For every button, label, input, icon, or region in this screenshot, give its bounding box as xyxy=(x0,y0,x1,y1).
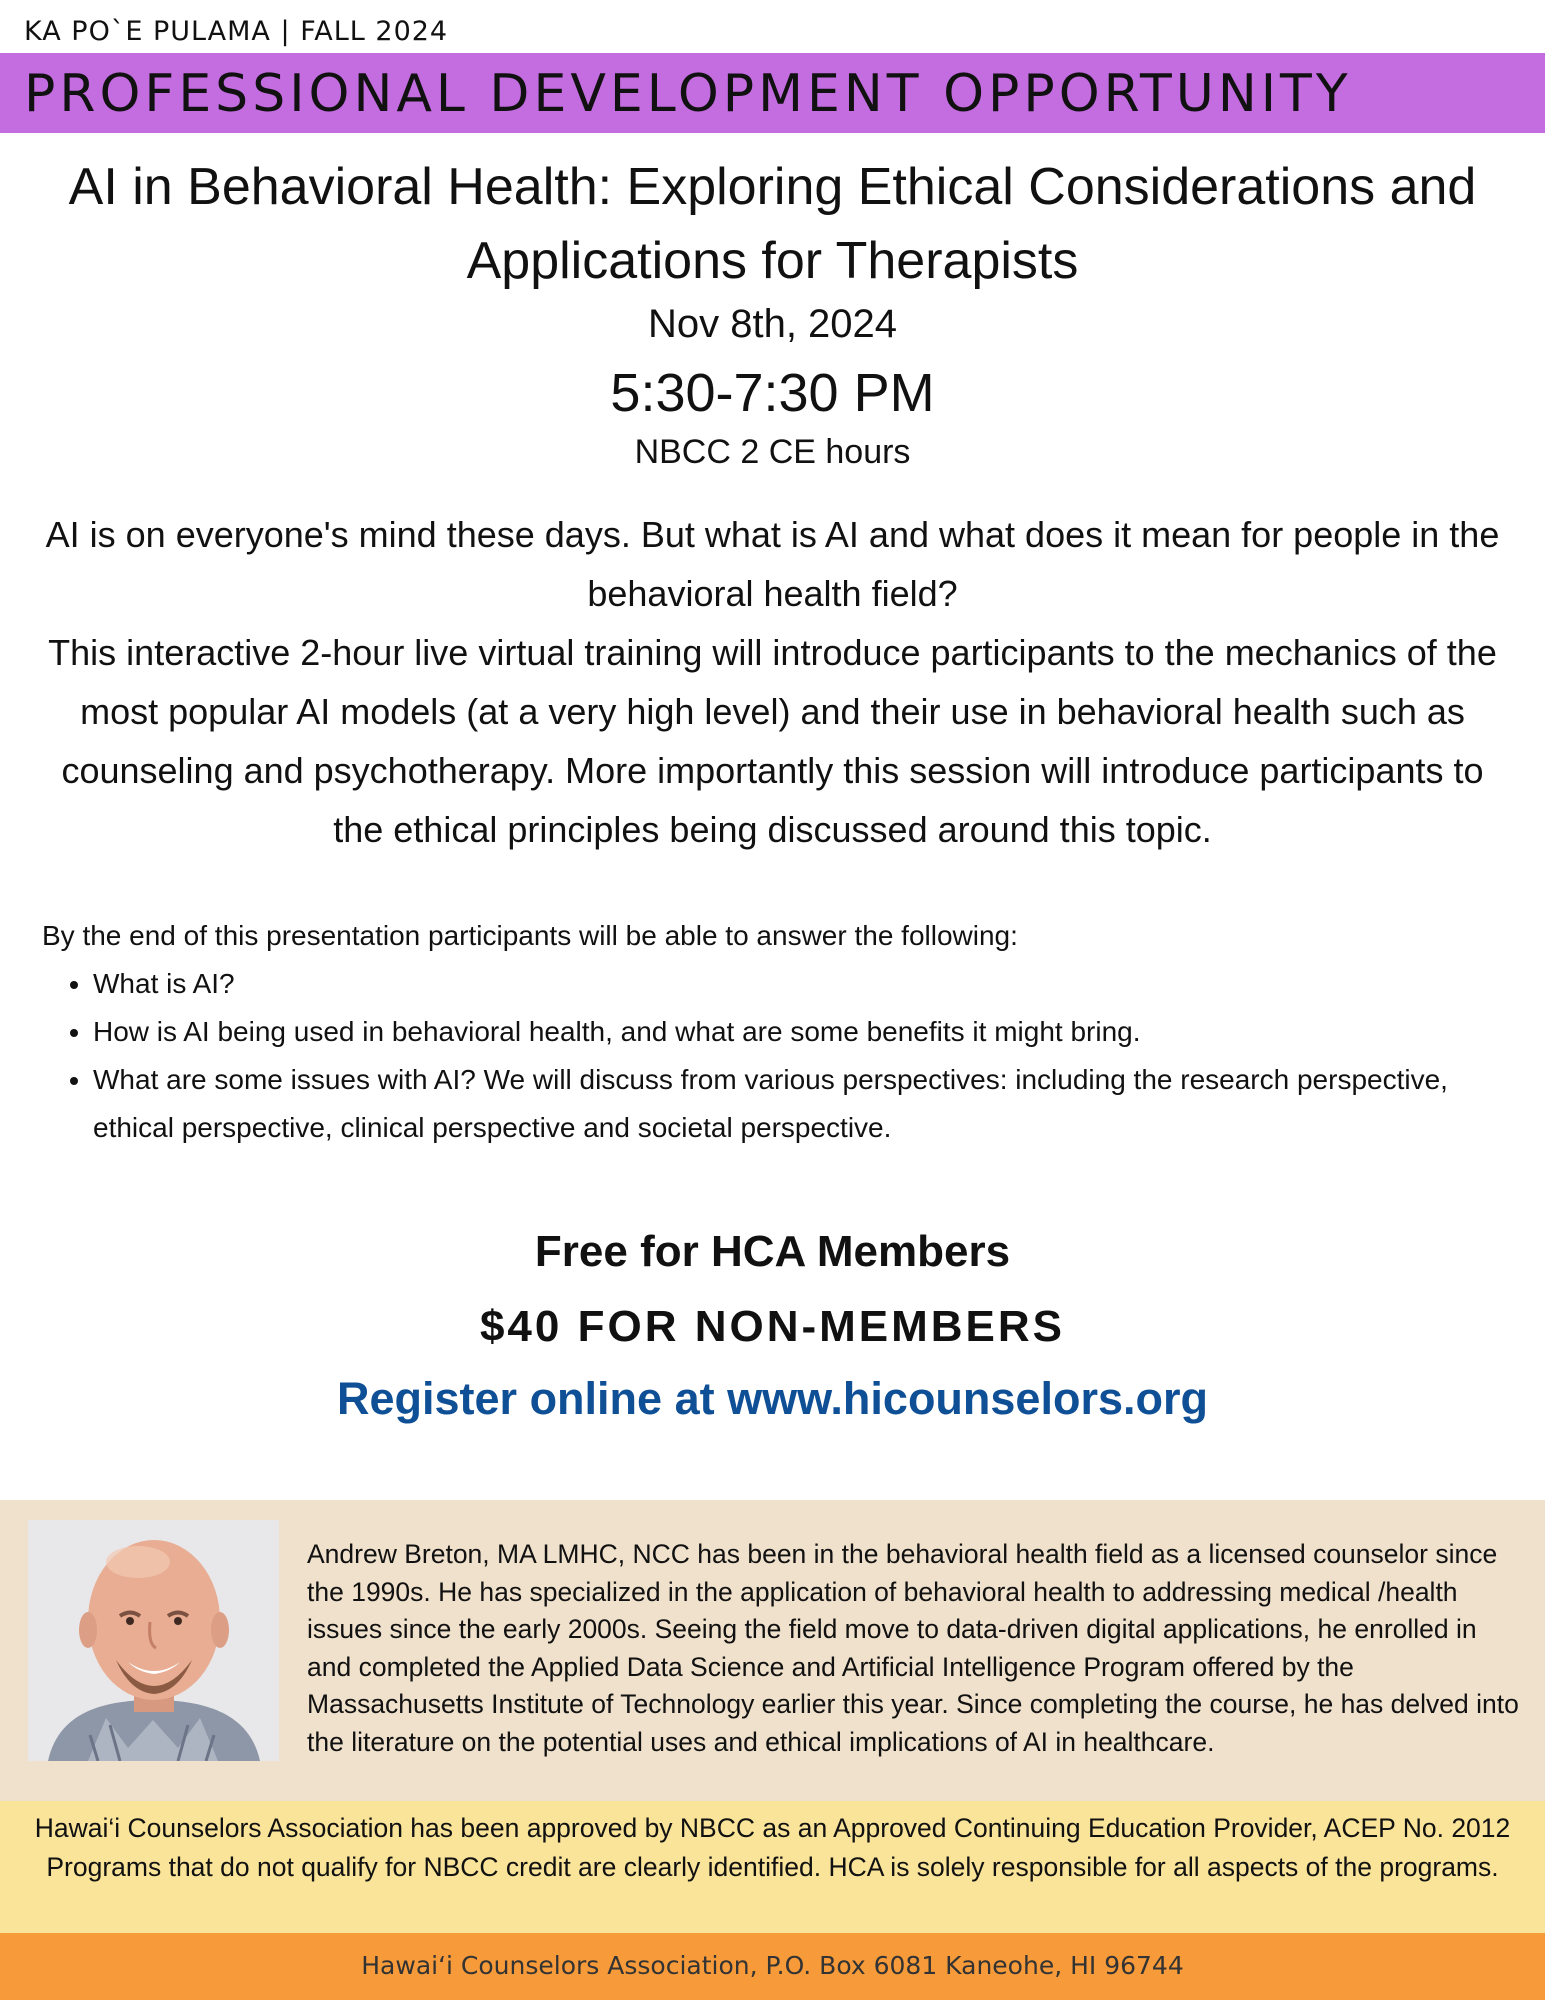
objectives-list xyxy=(42,960,1512,1152)
learning-objectives xyxy=(42,912,1512,1152)
event-title xyxy=(0,150,1545,298)
newsletter-header xyxy=(24,16,448,47)
presenter-bio-section xyxy=(0,1500,1545,1801)
list-item: • What is AI? xyxy=(93,960,1512,1008)
event-date: Nov 8th, 2024 xyxy=(647,302,898,346)
event-credits: NBCC 2 CE hours xyxy=(634,433,911,471)
banner-title: PROFESSIONAL DEVELOPMENT OPPORTUNITY xyxy=(24,64,1352,124)
opportunity-banner xyxy=(0,53,1545,133)
event-title-line1: AI in Behavioral Health: Exploring Ethical Considerations and xyxy=(68,158,1477,216)
intro-paragraph-1: AI is on everyone's mind these days. But what is AI and what does it mean for people in the behavioral health field? xyxy=(45,514,1500,614)
event-description xyxy=(36,505,1509,859)
accreditation-section xyxy=(0,1801,1545,1933)
event-title-line2: Applications for Therapists xyxy=(466,232,1079,290)
presenter-bio: Andrew Breton, MA LMHC, NCC has been in the behavioral health field as a licensed counselor since the 1990s. He has specialized in the application of behavioral health to addressing medical /health issues since the early 2000s. Seeing the field move to data-driven digital applications, he enrolled in and completed the Applied Data Science and Artificial Intelligence Program offered by the Massachusetts Institute of Technology earlier this year. Since completing the course, he has delved into the literature on the potential uses and ethical implications of AI in healthcare. xyxy=(307,1539,1519,1757)
register-link[interactable]: Register online at www.hicounselors.org xyxy=(337,1373,1208,1424)
newsletter-name: KA PO`E PULAMA xyxy=(24,16,271,47)
list-item: • What are some issues with AI? We will discuss from various perspectives: including the research perspective, ethical perspective, clinical perspective and societal perspective. xyxy=(93,1056,1512,1152)
header-separator: | xyxy=(280,16,291,47)
event-time: 5:30-7:30 PM xyxy=(610,363,935,423)
newsletter-issue: FALL 2024 xyxy=(300,16,449,47)
objectives-lead: By the end of this presentation participants will be able to answer the following: xyxy=(42,920,1018,951)
intro-paragraph-2: This interactive 2-hour live virtual training will introduce participants to the mechanics of the most popular AI models (at a very high level) and their use in behavioral health such as counseling and psychotherapy. More importantly this session will introduce participants to the ethical principles being discussed around this topic. xyxy=(48,632,1497,850)
non-member-price: $40 FOR NON-MEMBERS xyxy=(479,1302,1066,1351)
list-item: • How is AI being used in behavioral health, and what are some benefits it might bring. xyxy=(93,1008,1512,1056)
footer xyxy=(0,1933,1545,2000)
presenter-photo xyxy=(28,1520,279,1761)
accreditation-text: Hawai‘i Counselors Association has been approved by NBCC as an Approved Continuing Education Provider, ACEP No. 2012 Programs that do not qualify for NBCC credit are clearly identified. HCA is solely responsible for all aspects of the programs. xyxy=(34,1813,1511,1882)
footer-address: Hawai‘i Counselors Association, P.O. Box 6081 Kaneohe, HI 96744 xyxy=(361,1951,1184,1980)
member-price: Free for HCA Members xyxy=(534,1227,1011,1276)
